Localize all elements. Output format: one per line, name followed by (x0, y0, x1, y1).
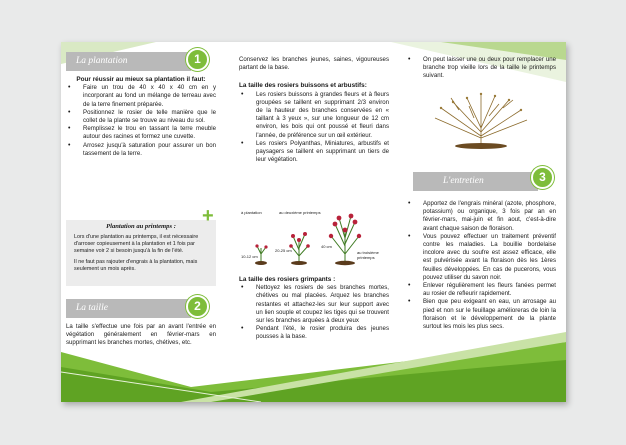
spring-box-text-2: Il ne faut pas rajouter d'engrais à la plantation, mais seulement un mois après. (74, 258, 198, 272)
spring-box-text-1: Lors d'une plantation au printemps, il est nécessaire d'arroser copieusement à la plantation et 1 fois par semaine voir 2 si besoin jusqu'à la fin de l'été. (74, 234, 199, 255)
plantation-bullet-1: • Faire un trou de 40 x 40 x 40 cm en y incorporant au fond un mélange de terreau avec de la terre finement préparée. (66, 84, 216, 109)
column-2 (239, 56, 389, 164)
plantation-intro: Pour réussir au mieux sa plantation il faut: (76, 76, 206, 83)
entretien-bullet-1: • Apportez de l'engrais minéral (azote, phosphore, potassium) ou organique, 3 fois par an en février-mars, mai-juin et fin aout, c'est-à-dire avant chaque saison de floraison. (406, 200, 556, 233)
buissons-bullet-2: • Les rosiers Polyanthas, Miniatures, arbustifs et paysagers se taillent en supprimant un tiers de leur végétation. (239, 140, 389, 165)
label-height-2: 20-25 cm (275, 248, 292, 253)
entretien-bullet-3: • Enlever régulièrement les fleurs fanées permet au rosier de refleurir rapidement. (406, 282, 556, 298)
heading-grimpants: La taille des rosiers grimpants : (239, 276, 336, 283)
section-header-taille: La taille (66, 299, 191, 318)
section-number-2: 2 (186, 295, 209, 318)
grimpants-bullet-2: • Pendant l'été, le rosier produira des jeunes pousses à la base. (239, 325, 389, 341)
grimpants-bullet-1: • Nettoyez les rosiers de ses branches mortes, chétives ou mal placées. Arquez les branches restantes et attachez-les sur leur support avec un lien souple et coupez les tiges qui se trouvent sur les branches arquées à deux yeux (239, 284, 389, 325)
plantation-bullet-2: • Positionnez le rosier de telle manière que le collet de la plante se trouve au niveau du sol. (66, 109, 216, 125)
brochure-sheet (61, 42, 566, 402)
entretien-bullet-2: • Vous pouvez effectuer un traitement préventif contre les maladies. La bouillie bordelaise incolore avec du soufre est assez efficace, elle est pulvérisée avant la floraison dès les 1ères feuilles développées. En cas de pucerons, vous pouvez utiliser du savon noir. (406, 233, 556, 282)
label-plantation: à plantation (241, 210, 262, 215)
section-number-1: 1 (186, 48, 209, 71)
column-2-bottom (239, 276, 389, 342)
plus-icon: + (202, 205, 214, 227)
plantation-bullet-3: • Remplissez le trou en tassant la terre meuble autour des racines et formez une cuvette. (66, 125, 216, 141)
plantation-text (66, 76, 216, 158)
plantation-bullet-4: • Arrosez jusqu'à saturation pour assurer un bon tassement de la terre. (66, 142, 216, 158)
remplacer-bullet: • On peut laisser une ou deux pour remplacer une branche trop vieille lors de la taille le printemps suivant. (406, 56, 556, 81)
entretien-text (406, 200, 556, 331)
label-height-3: 40 cm (321, 244, 332, 249)
conservez-text: Conservez les branches jeunes, saines, vigoureuses partant de la base. (239, 56, 389, 72)
entretien-bullet-4: • Bien que peu exigeant en eau, un arrosage au pied et non sur le feuillage amélioreras de loin la floraison et le développement de la plante surtout les mois les plus secs. (406, 298, 556, 331)
column-3-top (406, 56, 556, 81)
section-number-3: 3 (531, 166, 554, 189)
label-troisieme: au troisième printemps (357, 250, 379, 260)
taille-text: La taille s'effectue une fois par an avant l'entrée en végétation généralement en février-mars en supprimant les branches mortes, chétives, etc. (66, 323, 216, 347)
rose-pruning-illustration (239, 210, 389, 268)
spring-planting-box (66, 220, 216, 286)
spring-box-title: Plantation au printemps : (106, 223, 176, 230)
spring-box-text (74, 234, 210, 273)
section-header-entretien: L'entretien (413, 172, 538, 191)
buissons-bullet-1: • Les rosiers buissons à grandes fleurs et à fleurs groupées se taillent en supprimant 2/3 environ de la hauteur des branches conservées en « taillant à 3 yeux », sur une longueur de 12 cm environ, les bois qui ont poussé et fleuri dans l'année, de préférence sur un œil extérieur. (239, 91, 389, 140)
pruned-bush-illustration (429, 88, 534, 150)
heading-buissons: La taille des rosiers buissons et arbustifs: (239, 82, 367, 90)
label-deuxieme: au deuxième printemps (279, 210, 321, 215)
section-header-plantation: La plantation (66, 52, 191, 71)
label-height-1: 10-12 cm (241, 254, 258, 259)
